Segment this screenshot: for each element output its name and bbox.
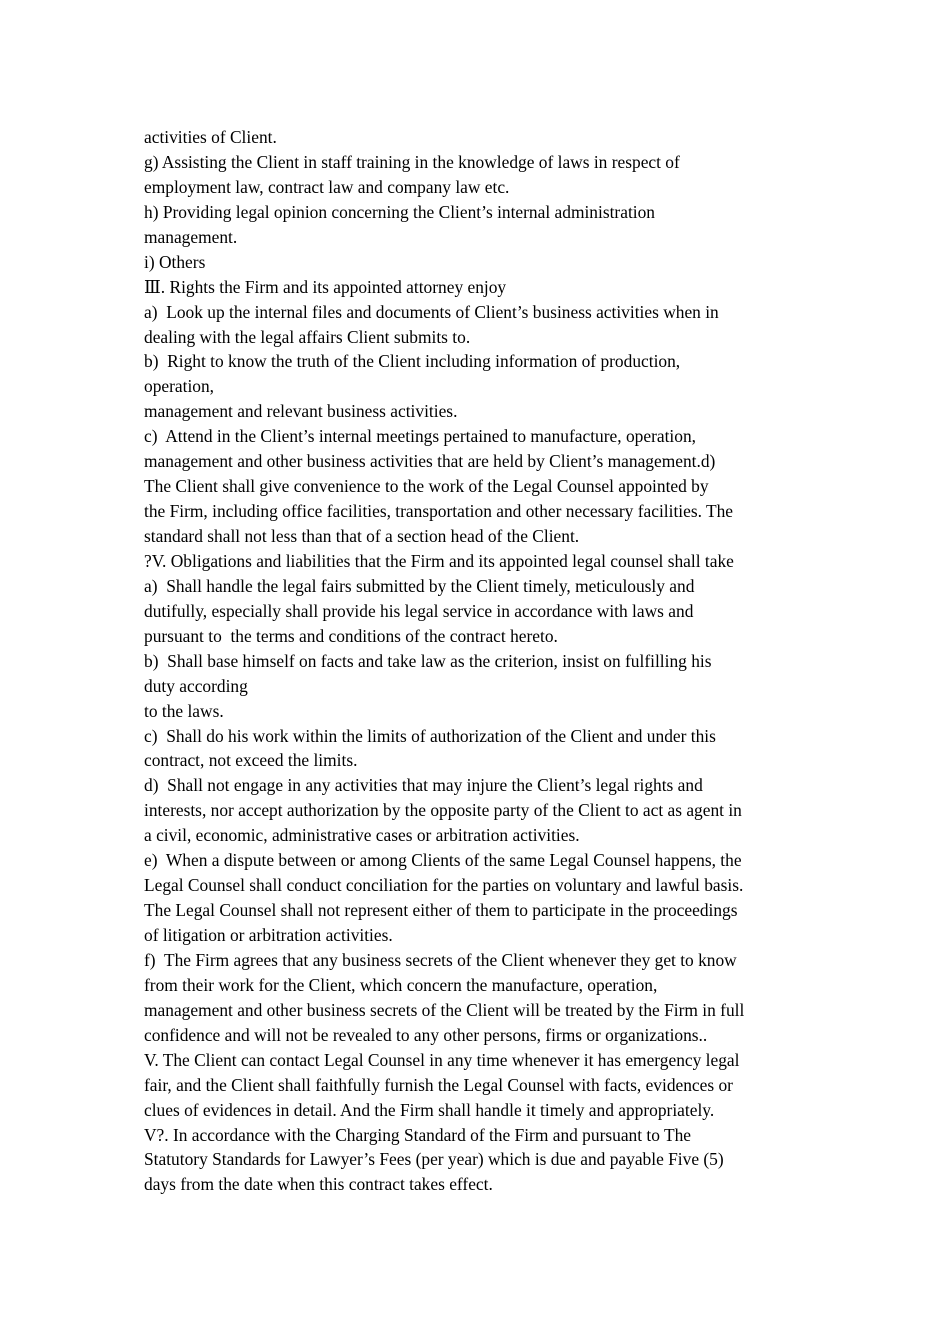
text-line: pursuant to the terms and conditions of the contract hereto. [144,625,558,646]
text-line: g) Assisting the Client in staff training in the knowledge of laws in respect of [144,151,680,172]
text-line: The Client shall give convenience to the work of the Legal Counsel appointed by [144,476,709,497]
text-line: operation, [144,376,215,397]
text-line: clues of evidences in detail. And the Firm shall handle it timely and appropriately. [144,1099,715,1120]
text-line: e) When a dispute between or among Clients of the same Legal Counsel happens, the [144,850,742,871]
section-heading-V: V. The Client can contact Legal Counsel in any time whenever it has emergency legal [144,1049,740,1070]
text-line: employment law, contract law and company law etc. [144,176,510,197]
text-line: a civil, economic, administrative cases or arbitration activities. [144,825,580,846]
text-line: dutifully, especially shall provide his legal service in accordance with laws and [144,600,694,621]
text-line: management. [144,226,238,247]
text-line: of litigation or arbitration activities. [144,925,393,945]
text-line: management and relevant business activities. [144,401,458,422]
text-line: activities of Client. [144,127,277,147]
text-line: a) Look up the internal files and documents of Client’s business activities when in [144,301,719,322]
text-line: i) Others [144,251,206,272]
text-line: Legal Counsel shall conduct conciliation for the parties on voluntary and lawful basis. [144,875,744,896]
text-line: c) Shall do his work within the limits of authorization of the Client and under this [144,725,716,746]
text-line: interests, nor accept authorization by the opposite party of the Client to act as agent in [144,800,742,821]
text-line: the Firm, including office facilities, transportation and other necessary facilities. The [144,501,734,522]
text-line: days from the date when this contract takes effect. [144,1174,493,1195]
text-line: duty according [144,675,248,696]
text-line: Statutory Standards for Lawyer’s Fees (per year) which is due and payable Five (5) [144,1149,724,1170]
text-line: b) Right to know the truth of the Client including information of production, [144,351,681,372]
text-line: confidence and will not be revealed to any other persons, firms or organizations.. [144,1024,708,1045]
text-line: h) Providing legal opinion concerning the Client’s internal administration [144,201,655,222]
text-line: fair, and the Client shall faithfully furnish the Legal Counsel with facts, evidences or [144,1074,733,1095]
text-line: The Legal Counsel shall not represent either of them to participate in the proceedings [144,900,738,921]
text-line: management and other business activities that are held by Client’s management.d) [144,451,716,472]
text-line: management and other business secrets of the Client will be treated by the Firm in full [144,999,745,1020]
section-heading-VI: V?. In accordance with the Charging Standard of the Firm and pursuant to The [144,1124,692,1145]
text-line: standard shall not less than that of a section head of the Client. [144,526,580,546]
text-line: c) Attend in the Client’s internal meetings pertained to manufacture, operation, [144,426,696,447]
text-line: b) Shall base himself on facts and take law as the criterion, insist on fulfilling his [144,650,712,671]
text-line: to the laws. [144,700,224,721]
section-heading-IV: ?V. Obligations and liabilities that the Firm and its appointed legal counsel shall take [144,550,734,571]
text-line: contract, not exceed the limits. [144,750,358,771]
text-line: f) The Firm agrees that any business secrets of the Client whenever they get to know [144,949,737,970]
text-line: dealing with the legal affairs Client submits to. [144,326,471,347]
section-heading-III: Ⅲ. Rights the Firm and its appointed attorney enjoy [144,276,507,297]
text-line: from their work for the Client, which concern the manufacture, operation, [144,974,658,995]
document-body [144,125,824,1197]
text-line: a) Shall handle the legal fairs submitted by the Client timely, meticulously and [144,575,695,596]
text-line: d) Shall not engage in any activities that may injure the Client’s legal rights and [144,775,703,796]
